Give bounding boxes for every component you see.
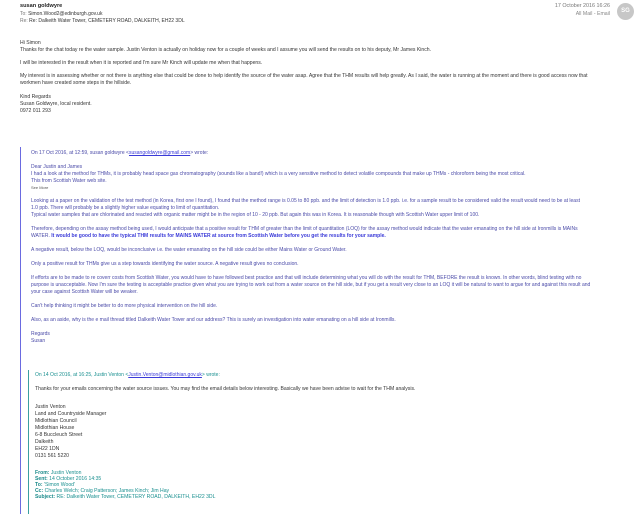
to-address[interactable]: Simon.Wood2@edinburgh.gov.uk <box>28 11 103 17</box>
paragraph-3: My interest is in assessing whether or not there is anything else that could be done to help identify the source of the water asap. Agree that the THM results will help greatly. As I said, the water is running at the moment and there is good access now that <box>20 73 588 79</box>
avatar: SG <box>617 3 634 20</box>
paragraph-1: Thanks for the chat today re the water sample. Justin Venton is actually on holiday now for a couple of weeks and I assume you will send the results on to his deputy, Mr James Kinch. <box>20 47 432 53</box>
subject-label: Re: <box>20 18 28 24</box>
quote-1-intro <box>31 150 208 156</box>
quote-1-line <box>31 233 386 239</box>
signature-line: Midlothian Council <box>35 418 77 424</box>
sign-off: Kind Regards <box>20 94 51 100</box>
quote-1-intro-suffix: > wrote: <box>190 150 209 156</box>
forward-subject-label: Subject: <box>35 494 56 500</box>
signature-line: EH22 1DN <box>35 446 60 452</box>
greeting: Hi Simon <box>20 40 41 46</box>
quote-1-line: 1.0 ppb. There will probably be a slightly higher value equating to limit of quantitation. <box>31 205 220 211</box>
signature-line: Midlothian House <box>35 425 75 431</box>
paragraph-3-cont: workmen have created some steps in the hillside. <box>20 80 132 86</box>
quote-2-intro <box>35 372 220 378</box>
quote-1-line: Typical water samples that are chlorinated and reacted with organic matter might be in the region of 10 - 20 ppb. But again this was in Korea. It is reasonable though with Scottish Water upper limit of 100. <box>31 212 480 218</box>
to-label: To: <box>20 11 27 17</box>
quote-1-bold-text: It would be good to have the typical THM results for MAINS WATER at source from Scottish Water before you get the results for your sample. <box>51 233 386 239</box>
quote-1-line: I had a look at the method for THMs, it is probably head space gas chromatography (sounds like a band!) which is a very sensitive method to detect volatile compounds that make up THMs - chloroform being the most critical. <box>31 171 526 177</box>
forward-from-label: From: <box>35 470 50 476</box>
signature-line: 6-8 Buccleuch Street <box>35 432 83 438</box>
sender-name[interactable]: susan goldwyre <box>20 3 63 9</box>
quote-1-intro-prefix: On 17 Oct 2016, at 12:59, susan goldwyre < <box>31 150 129 156</box>
quote-1-line: This from Scottish Water web site. <box>31 178 107 184</box>
signature-line: Land and Countryside Manager <box>35 411 107 417</box>
quoted-message-2 <box>28 370 623 514</box>
quote-1-line: A negative result, below the LOQ, would be inconclusive i.e. the water emanating on the hill side could be either Mains Water or Ground Water. <box>31 247 347 253</box>
quote-2-message: Thanks for your emails concerning the water source issues. You may find the email details below interesting. Basically we have been advise to wait for the THM analysis. <box>35 386 416 392</box>
quote-1-name: Susan <box>31 338 46 344</box>
forward-subject-value: RE: Dalkeith Water Tower, CEMETERY ROAD, DALKEITH, EH22 3DL <box>56 494 216 500</box>
message-header <box>0 0 640 30</box>
forward-cc-value: Charles Welch; Craig Patterson; James Kinch; Jim Hay <box>44 488 170 494</box>
quote-1-line: purpose is unacceptable. Now I'm sure the testing is acceptable practice given what you are trying to work out from a water source on the hill side, but if you get a result very close to an LOQ it will be natural to want to argue for and against this result and <box>31 282 591 288</box>
message-date: 17 October 2016 16:26 <box>554 3 610 9</box>
forward-to-label: To: <box>35 482 43 488</box>
signature-line: 0131 561 5220 <box>35 453 69 459</box>
quote-1-line: Only a positive result for THMs give us a step towards identifying the water source. A negative result gives no conclusion. <box>31 261 299 267</box>
quote-1-line: your case against Scottish Water will be weaker. <box>31 289 138 295</box>
quote-1-text: WATER. <box>31 233 52 239</box>
signature-line: Justin Venton <box>35 404 66 410</box>
quote-1-line: Looking at a paper on the validation of the test method (in Korea, first one I found), I found that the method range is 0.05 to 80 ppb. and the limit of detection is 1.0 ppb. i.e. for a sample result to be considered valid the result would need to be at least <box>31 198 580 204</box>
forward-to-value: 'Simon Wood' <box>43 482 75 488</box>
signature-name: Susan Goldwyre, local resident. <box>20 101 92 107</box>
quote-1-regards: Regards <box>31 331 50 337</box>
paragraph-2: I will be interested in the result when it is reported and I'm sure Mr Kinch will update me when that happens. <box>20 60 263 66</box>
to-line <box>20 11 102 17</box>
forward-from-value: Justin Venton <box>50 470 82 476</box>
signature-phone: 0972 011 293 <box>20 108 51 114</box>
quote-2-email-link[interactable]: Justin.Venton@midlothian.gov.uk <box>128 372 202 378</box>
mailbox-label[interactable]: All Mail - Email <box>575 11 610 17</box>
quote-2-intro-suffix: > wrote: <box>201 372 220 378</box>
forward-sent-label: Sent: <box>35 476 48 482</box>
quote-1-line: If efforts are to be made to re coverr costs from Scottish Water, you would have to have followed best practice and that will include determining what you will do with the result for THM, BEFORE the result is known. In other words, blind testing with no <box>31 275 582 281</box>
forward-sent-value: 14 October 2016 14:35 <box>49 476 102 482</box>
subject-text: Re: Dalkeith Water Tower, CEMETERY ROAD, DALKEITH, EH22 3DL <box>29 18 185 24</box>
subject-line <box>20 18 185 24</box>
forward-cc-label: Cc: <box>35 488 44 494</box>
quote-1-line: Also, as an aside, why is the e mail thread titled Dalkeith Water Tower and our address? This is surely an investigation into water emanating on a hill side at Ironmills. <box>31 317 396 323</box>
quote-1-greeting: Dear Justin and James <box>31 164 83 170</box>
see-more-link[interactable]: See More <box>31 185 49 190</box>
forward-subject <box>35 494 215 500</box>
signature-line: Dalkeith <box>35 439 54 445</box>
quote-1-line: Therefore, depending on the assay method being used, I would anticipate that a positive result for THM of greater than the limit of quantitation (LOQ) for the assay method would indicate that the water emanating on the hill side at Ironmills is MAINs <box>31 226 578 232</box>
quote-1-email-link[interactable]: susangoldwyre@gmail.com <box>128 150 191 156</box>
quote-1-line: Can't help thinking it might be better to do more physical intervention on the hill side. <box>31 303 218 309</box>
quote-2-intro-prefix: On 14 Oct 2016, at 16:25, Justin Venton < <box>35 372 129 378</box>
